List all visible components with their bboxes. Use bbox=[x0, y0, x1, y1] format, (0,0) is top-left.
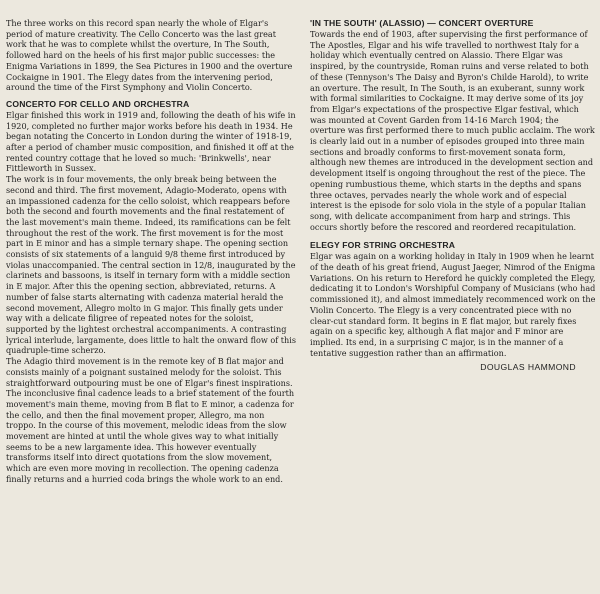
elegy-paragraph: Elgar was again on a working holiday in Italy in 1909 when he learnt of the death of his great friend, August Jaeger, Nimrod of the Enigma Variations. On his return to Hereford he quickly completed the Elegy, dedicating it to London's Worshipful Company of Musicians (who had commissioned it), and almost immediately recommenced work on the Violin Concerto. The Elegy is a very concentrated piece with no clear-cut standard form. It begins in E flat major, but rarely fixes again on a specific key, although A flat major and F minor are implied. Its end, in a surprising C major, is in the manner of a tentative suggestion rather than an affirmation. bbox=[310, 251, 596, 358]
intro-paragraph: The three works on this record span nearly the whole of Elgar's period of mature creativity. The Cello Concerto was the last great work that he was to complete whilst the overture, In The South, followed hard on the heels of his first major public successes: the Enigma Variations in 1899, the Sea Pictures in 1900 and the overture Cockaigne in 1901. The Elegy dates from the intervening period, around the time of the First Symphony and Violin Concerto. bbox=[6, 18, 293, 93]
right-column bbox=[310, 18, 596, 372]
in-the-south-paragraph: Towards the end of 1903, after supervising the first performance of The Apostles, Elgar and his wife travelled to northwest Italy for a holiday which eventually centred on Alassio. There Elgar was inspired, by the countryside, Roman ruins and verse related to both of these (Tennyson's The Daisy and Byron's Childe Harold), to write an overture. The result, In The South, is an exuberant, sunny work with formal similarities to Cockaigne. It may derive some of its joy from Elgar's expectations of the prospective Elgar festival, which was mounted at Covent Garden from 14-16 March 1904; the overture was first performed there to much public acclaim. The work is clearly laid out in a number of episodes grouped into three main sections and broadly conforms to first-movement sonata form, although new themes are introduced in the development section and development itself is ongoing throughout the rest of the piece. The opening rumbustious theme, which starts in the depths and spans three octaves, pervades nearly the whole work and of especial interest is the episode for solo viola in the style of a popular Italian song, with delicate accompaniment from harp and strings. This occurs shortly before the rescored and reordered recapitulation. bbox=[310, 29, 595, 232]
author-signature: DOUGLAS HAMMOND bbox=[480, 362, 576, 373]
elegy-heading: ELEGY FOR STRING ORCHESTRA bbox=[310, 240, 456, 251]
cello-paragraph-1: Elgar finished this work in 1919 and, following the death of his wife in 1920, completed no further major works before his death in 1934. He began notating the Concerto in London during the winter of 1918-19, after a period of chamber music composition, and finished it off at the rented country cottage that he loved so much: 'Brinkwells', near Fittleworth in Sussex. bbox=[6, 109, 296, 174]
in-the-south-heading: 'IN THE SOUTH' (ALASSIO) — CONCERT OVERTURE bbox=[310, 18, 534, 28]
left-column bbox=[6, 18, 296, 485]
cello-paragraph-3: The Adagio third movement is in the remote key of B flat major and consists mainly of a poignant sustained melody for the soloist. This straightforward outpouring must be one of Elgar's finest inspirations. The inconclusive final cadence leads to a brief statement of the fourth movement's main theme, moving from B flat to E minor, a cadenza for the cello, and then the final movement proper, Allegro, ma non troppo. In the course of this movement, melodic ideas from the slow movement are hinted at until the whole gives way to what initially seems to be a new largamente idea. This however eventually transforms itself into direct quotations from the slow movement, which are even more moving in recollection. The opening cadenza finally returns and a hurried coda brings the whole work to an end. bbox=[6, 356, 295, 484]
cello-paragraph-2: The work is in four movements, the only break being between the second and third. The first movement, Adagio-Moderato, opens with an impassioned cadenza for the cello soloist, which reappears before both the second and fourth movements and the final restatement of the last movement's main theme. Indeed, its ramifications can be felt throughout the rest of the work. The first movement is for the most part in E minor and has a simple ternary shape. The opening section consists of six statements of a languid 9/8 theme first introduced by violas unaccompanied. The central section in 12/8, inaugurated by the clarinets and bassoons, is itself in ternary form with a middle section in E major. After this the opening section, abbreviated, returns. A number of false starts alternating with cadenza material herald the second movement, Allegro molto in G major. This finally gets under way with a delicate filigree of repeated notes for the soloist, supported by the lightest orchestral accompaniments. A contrasting lyrical interlude, largamente, does little to halt the onward flow of this quadruple-time scherzo. bbox=[6, 174, 296, 356]
cello-concerto-heading: CONCERTO FOR CELLO AND ORCHESTRA bbox=[6, 98, 190, 109]
